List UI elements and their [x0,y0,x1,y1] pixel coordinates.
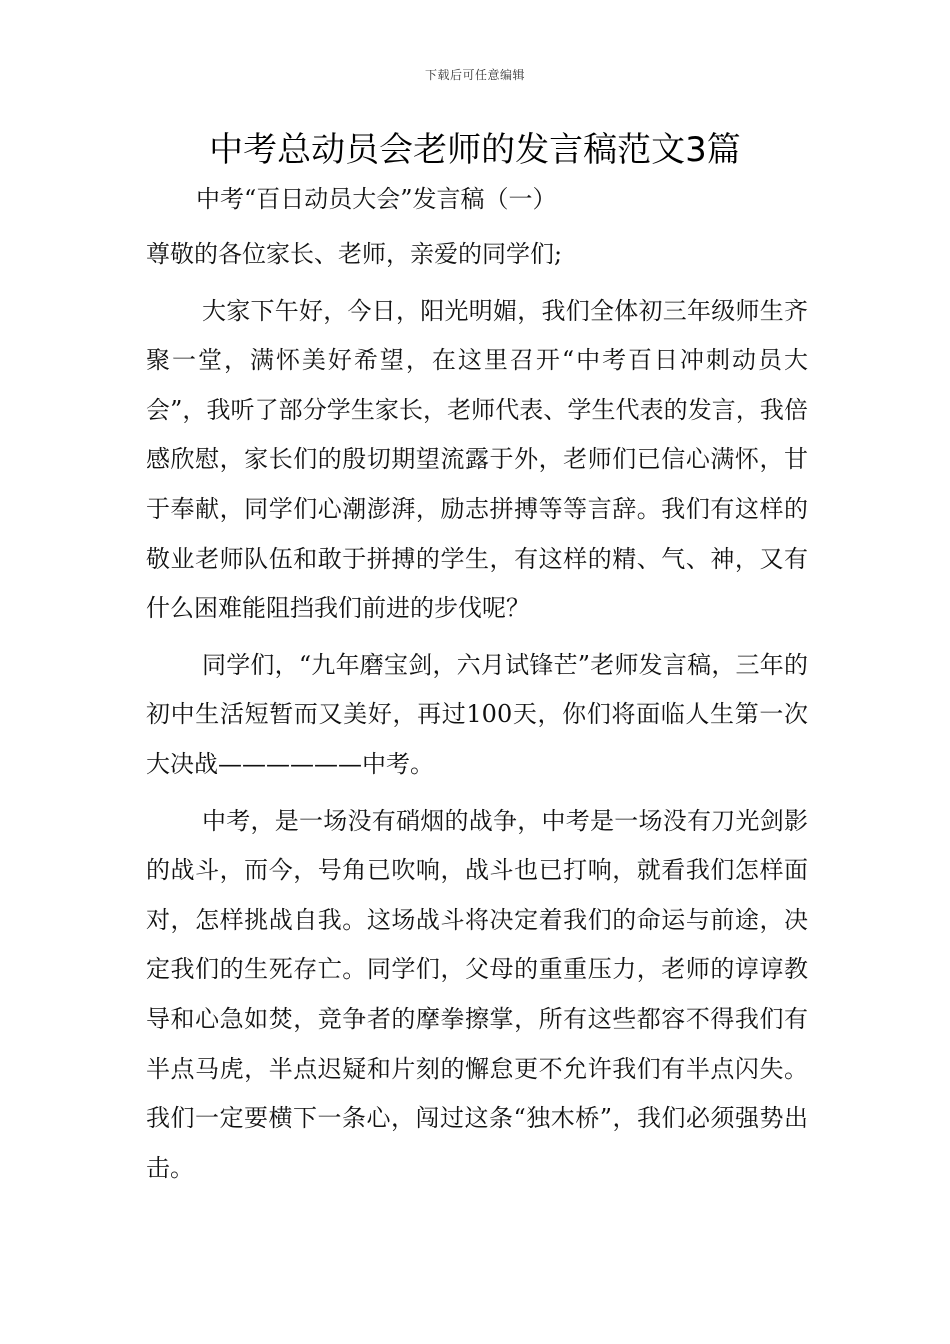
document-body [146,230,808,1193]
paragraph-1: 大家下午好，今日，阳光明媚，我们全体初三年级师生齐聚一堂，满怀美好希望，在这里召开“中考百日冲刺动员大会”，我听了部分学生家长，老师代表、学生代表的发言，我倍感欣慰，家长们的殷切期望流露于外，老师们已信心满怀，甘于奉献，同学们心潮澎湃，励志拼搏等等言辞。我们有这样的敬业老师队伍和敢于拼搏的学生，有这样的精、气、神，又有什么困难能阻挡我们前进的步伐呢？ [146,296,808,623]
paragraph-2: 同学们，“九年磨宝剑，六月试锋芒”老师发言稿，三年的初中生活短暂而又美好，再过100天，你们将面临人生第一次大决战——————中考。 [146,650,808,778]
header-note: 下载后可任意编辑 [424,68,525,82]
salutation: 尊敬的各位家长、老师，亲爱的同学们; [146,240,563,268]
document-title: 中考总动员会老师的发言稿范文3篇 [209,130,741,170]
paragraph-3: 中考，是一场没有硝烟的战争，中考是一场没有刀光剑影的战斗，而今，号角已吹响，战斗也已打响，就看我们怎样面对，怎样挑战自我。这场战斗将决定着我们的命运与前途，决定我们的生死存亡。同学们，父母的重重压力，老师的谆谆教导和心急如焚，竞争者的摩拳擦掌，所有这些都容不得我们有半点马虎，半点迟疑和片刻的懈怠更不允许我们有半点闪失。我们一定要横下一条心，闯过这条“独木桥”，我们必须强势出击。 [146,806,808,1182]
document-subtitle: 中考“百日动员大会”发言稿（一） [196,185,557,213]
